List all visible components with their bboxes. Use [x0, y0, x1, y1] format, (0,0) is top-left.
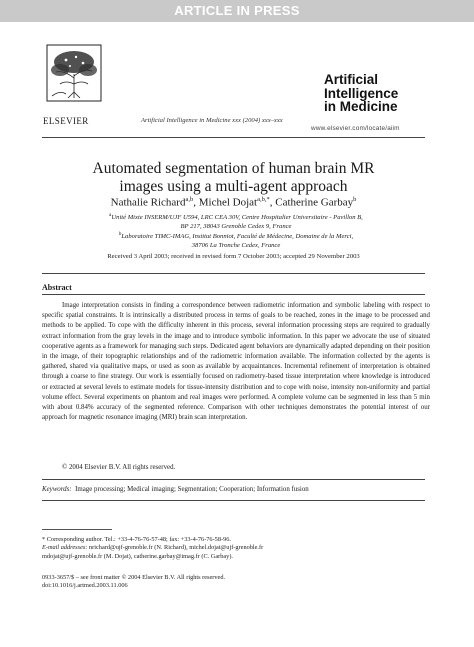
keywords-bottom-rule [42, 500, 425, 501]
email-addresses-cont[interactable]: mdojat@ujf-grenoble.fr (M. Dojat), catherine.garbay@imag.fr (C. Garbay). [42, 552, 233, 560]
corresponding-author-note: * Corresponding author. Tel.: +33-4-76-76-57-48; fax: +33-4-76-76-58-96. [42, 536, 231, 543]
article-title [42, 160, 425, 196]
author-affiliation-mark: a,b [185, 196, 194, 203]
keywords-list: Image processing; Medical imaging; Segmentation; Cooperation; Information fusion [75, 486, 309, 493]
affiliation-line: BP 217, 38043 Grenoble Cedex 9, France [180, 223, 292, 231]
journal-brand [324, 73, 454, 114]
elsevier-tree-logo [46, 44, 102, 102]
author-affiliation-mark: a,b,* [257, 196, 270, 203]
affiliation-a [80, 211, 392, 231]
article-in-press-banner: ARTICLE IN PRESS [0, 0, 474, 22]
affiliation-b [80, 230, 392, 250]
author-name[interactable]: Nathalie Richard [110, 196, 186, 209]
doi-line[interactable]: doi:10.1016/j.artmed.2003.11.006 [42, 582, 128, 590]
affiliation-line: Laboratoire TIMC-IMAG, Institut Bonniot, Faculté de Médecine, Domaine de la Merci, [121, 233, 354, 241]
publisher-name: ELSEVIER [43, 116, 89, 126]
affiliation-line: 38706 La Tronche Cedex, France [191, 242, 281, 250]
brand-line-3: in Medicine [324, 99, 398, 114]
keywords [42, 486, 309, 493]
header-rule [42, 137, 425, 138]
brand-line-2: Intelligence [324, 85, 399, 101]
abstract-heading-rule [42, 294, 425, 295]
author-affiliation-mark: b [353, 196, 357, 203]
abstract-text: Image interpretation consists in finding a correspondence between radiometric information and symbolic labeling with respect to specific spatial constraints. It is intrinsically a distributed process in terms of goals to be reached, zones in the image to be processed and methods to be applied. To cope with the difficulty inherent in this process, several information processing steps are required to gradually extract information from the gray levels in the image and to introduce symbolic information. In this paper we advocate the use of situated cooperative agents as a framework for managing such steps. Dedicated agent behaviors are dynamically adapted depending on their position in the image, of their topographic relationships and of the radiometric information available. The information collected by the agents is gathered, shared via qualitative maps, or used as soon as available by acquaintances. Incremental refinement of interpretation is obtained through a coarse to fine strategy. Our work is essentially focused on radiometry-based tissue interpretation where knowledge is introduced or extracted at several levels to estimate models for tissue-intensity distribution and to cope with noise, intensity non-uniformity and partial volume effect. Several experiments on phantom and real images were performed. A complete volume can be segmented in less than 5 min with about 0.84% accuracy of the segmented reference. Comparison with other techniques demonstrates the potential interest of our approach for magnetic resonance imaging (MRI) brain scan interpretation. [42, 302, 430, 422]
email-label: E-mail addresses: [42, 544, 88, 552]
affiliation-mark: a [109, 213, 112, 218]
footnote-rule [42, 529, 112, 530]
keywords-rule [42, 479, 425, 480]
issn-line: 0933-3657/$ – see front matter © 2004 Elsevier B.V. All rights reserved. [42, 574, 226, 581]
author-name[interactable]: Catherine Garbay [275, 196, 354, 209]
email-addresses[interactable]: nrichard@ujf-grenoble.fr (N. Richard), michel.dojat@ujf-grenoble.fr [89, 544, 264, 552]
affiliation-line: Unité Mixte INSERM/UJF U594, LRC CEA 30V, Centre Hospitalier Universitaire - Pavillon B, [111, 214, 363, 222]
journal-citation: Artificial Intelligence in Medicine xxx (2004) xxx–xxx [141, 117, 283, 124]
keywords-label: Keywords: [42, 486, 72, 493]
abstract-heading: Abstract [42, 283, 72, 292]
author-name[interactable]: Michel Dojat [198, 196, 258, 209]
journal-url[interactable]: www.elsevier.com/locate/aiim [311, 125, 400, 132]
copyright-line: © 2004 Elsevier B.V. All rights reserved. [62, 464, 176, 471]
received-dates: Received 3 April 2003; received in revised form 7 October 2003; accepted 29 November 2003 [107, 253, 360, 260]
issn-block [42, 574, 225, 591]
abstract-top-rule [42, 273, 425, 274]
title-line-1: Automated segmentation of human brain MR [92, 160, 375, 177]
affiliation-mark: b [118, 232, 122, 237]
footnotes [42, 529, 422, 561]
author-list: Nathalie Richard$^{a,b}$, Michel Dojat$^{a,b,*}$, Catherine Garbay$^b$ [110, 196, 357, 209]
title-line-2: images using a multi-agent approach [119, 178, 348, 195]
brand-line-1: Artificial [324, 72, 379, 87]
